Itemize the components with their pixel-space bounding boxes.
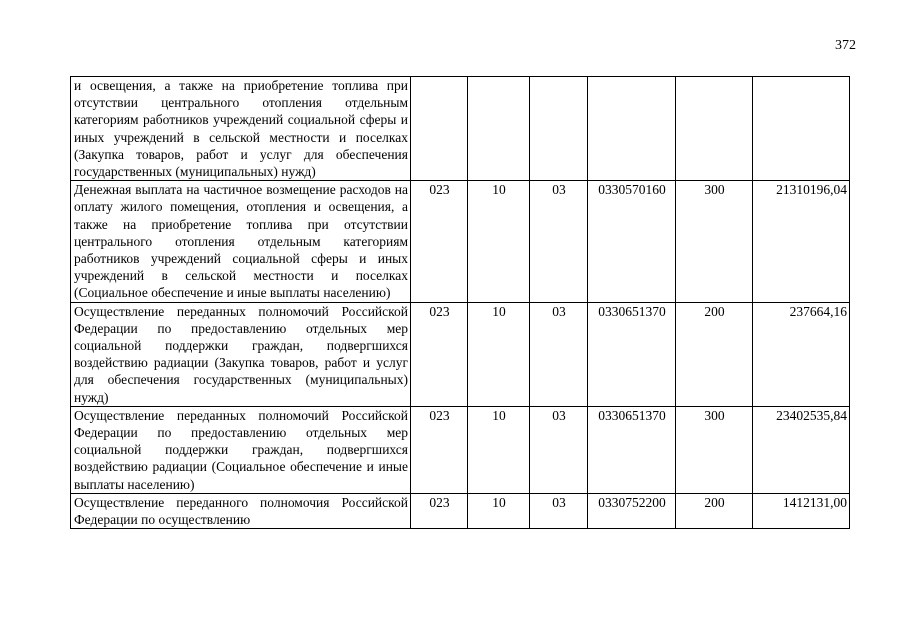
target-article-code: 0330752200: [588, 493, 676, 528]
expense-type-code: 300: [676, 406, 753, 493]
section-code: 10: [468, 406, 530, 493]
expense-type-code: 200: [676, 493, 753, 528]
ministry-code: 023: [411, 302, 468, 406]
expense-type-code: 200: [676, 302, 753, 406]
budget-table: [70, 76, 850, 529]
row-description: и освещения, а также на приобретение топлива при отсутствии центрального отопления отдельным категориям работников учреждений социальной сферы и иных учреждений в сельской местности и поселках (Закупка товаров, работ и услуг для обеспечения государственных (муниципальных) нужд): [71, 77, 411, 181]
subsection-code: 03: [530, 406, 588, 493]
expense-type-code: [676, 77, 753, 181]
expense-type-code: 300: [676, 181, 753, 302]
ministry-code: [411, 77, 468, 181]
subsection-code: [530, 77, 588, 181]
row-description: Осуществление переданных полномочий Российской Федерации по предоставлению отдельных мер социальной поддержки граждан, подвергшихся воздействию радиации (Закупка товаров, работ и услуг для обеспечения государственных (муниципальных) нужд): [71, 302, 411, 406]
amount: 237664,16: [753, 302, 850, 406]
amount: 21310196,04: [753, 181, 850, 302]
table-row: [71, 302, 850, 406]
page-number: 372: [835, 38, 856, 53]
amount: 1412131,00: [753, 493, 850, 528]
section-code: 10: [468, 181, 530, 302]
subsection-code: 03: [530, 181, 588, 302]
row-description: Осуществление переданного полномочия Российской Федерации по осуществлению: [71, 493, 411, 528]
table-row: [71, 493, 850, 528]
section-code: 10: [468, 302, 530, 406]
target-article-code: 0330651370: [588, 302, 676, 406]
ministry-code: 023: [411, 406, 468, 493]
ministry-code: 023: [411, 181, 468, 302]
amount: 23402535,84: [753, 406, 850, 493]
ministry-code: 023: [411, 493, 468, 528]
row-description: Денежная выплата на частичное возмещение расходов на оплату жилого помещения, отопления и освещения, а также на приобретение топлива при отсутствии центрального отопления отдельным категориям работников учреждений социальной сферы и иных учреждений в сельской местности и поселках (Социальное обеспечение и иные выплаты населению): [71, 181, 411, 302]
table-row: [71, 406, 850, 493]
section-code: [468, 77, 530, 181]
subsection-code: 03: [530, 302, 588, 406]
target-article-code: 0330570160: [588, 181, 676, 302]
section-code: 10: [468, 493, 530, 528]
row-description: Осуществление переданных полномочий Российской Федерации по предоставлению отдельных мер социальной поддержки граждан, подвергшихся воздействию радиации (Социальное обеспечение и иные выплаты населению): [71, 406, 411, 493]
subsection-code: 03: [530, 493, 588, 528]
target-article-code: 0330651370: [588, 406, 676, 493]
table-row: [71, 77, 850, 181]
amount: [753, 77, 850, 181]
table-row: [71, 181, 850, 302]
target-article-code: [588, 77, 676, 181]
